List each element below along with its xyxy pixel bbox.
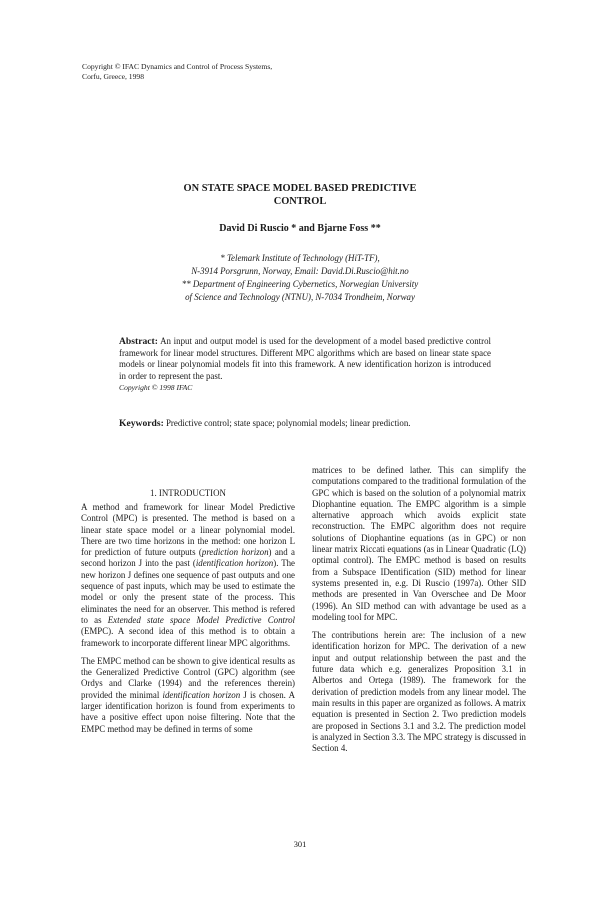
page-number: 301 bbox=[293, 840, 307, 849]
section-heading: 1. INTRODUCTION bbox=[150, 488, 226, 498]
keywords-text: Predictive control; state space; polynomial models; linear prediction. bbox=[165, 418, 411, 428]
right-column bbox=[312, 465, 526, 761]
title-line-1: ON STATE SPACE MODEL BASED PREDICTIVE bbox=[183, 183, 417, 194]
intro-p1-em-empc: Extended state space Model Predictive Control bbox=[107, 614, 295, 625]
intro-p1-text-b: ) and a second horizon J into the past ( bbox=[81, 547, 295, 569]
intro-p1-text-d: (EMPC). A second idea of this method is to obtain a framework to incorporate different linear MPC algorithms. bbox=[81, 626, 295, 648]
intro-p2-text-b: J is chosen. A larger identification horizon is found from experiments to have a positive effect upon noise filtering. Note that the EMPC method may be defined in terms of some bbox=[81, 689, 295, 734]
copyright-notice bbox=[82, 62, 382, 82]
left-column bbox=[81, 465, 295, 742]
affiliations bbox=[0, 252, 600, 304]
intro-p1-text-a: A method and framework for linear Model Predictive Control (MPC) is presented. The method is based on a linear state space model or a linear polynomial model. There are two time horizons in the method: one horizon L for prediction of future outputs ( bbox=[81, 502, 295, 558]
copyright-line-1: Copyright © IFAC Dynamics and Control of Process Systems, bbox=[82, 62, 273, 71]
abstract bbox=[119, 336, 491, 394]
intro-p1-em-identification-horizon: identification horizon bbox=[195, 558, 274, 569]
intro-paragraph-2 bbox=[81, 656, 295, 735]
paper-title bbox=[0, 182, 600, 208]
affiliation-line-2: N-3914 Porsgrunn, Norway, Email: David.Di.Ruscio@hit.no bbox=[191, 266, 409, 276]
affiliation-line-3: ** Department of Engineering Cybernetics, Norwegian University bbox=[181, 279, 419, 289]
intro-p2-text-a: The EMPC method can be shown to give identical results as the Generalized Predictive Control (GPC) algorithm (see Ordys and Clarke (1994) and the references therein) provided the minimal bbox=[81, 655, 295, 700]
author-list: David Di Ruscio * and Bjarne Foss ** bbox=[219, 223, 381, 234]
abstract-copyright: Copyright © 1998 IFAC bbox=[119, 383, 193, 393]
right-paragraph-2: The contributions herein are: The inclusion of a new identification horizon for MPC. The derivation of a new input and output relationship between the past and the future data which e.g. generalizes Proposition 3.1 in Albertos and Ortega (1989). The framework for the derivation of prediction models from any linear model. The main results in this paper are organized as follows. A matrix equation is presented in Section 2. Two prediction models are proposed in Sections 3.1 and 3.2. The prediction model is analyzed in Section 3.3. The MPC strategy is discussed in Section 4. bbox=[312, 630, 526, 754]
affiliation-line-1: * Telemark Institute of Technology (HiT-TF), bbox=[220, 253, 380, 263]
intro-p2-em-identification-horizon: identification horizon bbox=[162, 689, 241, 700]
intro-p1-text-c: ). The new horizon J defines one sequence of past outputs and one sequence of past inputs, which may be used to estimate the model or only the present state of the process. This eliminates the need for an observer. This method is refered to as bbox=[81, 558, 295, 625]
right-paragraph-1: matrices to be defined lather. This can simplify the computations compared to the traditional formulation of the GPC which is based on the solution of a polynomial matrix Diophantine equation. The EMPC algorithm is a simple alternative approach which avoids explicit state reconstruction. The EMPC algorithm does not require solutions of Diophantine equations (as in GPC) or non linear matrix Riccati equations (as in Linear Quadratic (LQ) optimal control). The EMPC method is based on results from a Subspace IDentification (SID) method for linear systems presented in, e.g. Di Ruscio (1997a). Other SID methods are presented in Van Overschee and De Moor (1996). An SID method can with advantage be used as a modeling tool for MPC. bbox=[312, 465, 526, 622]
affiliation-line-4: of Science and Technology (NTNU), N-7034 Trondheim, Norway bbox=[185, 292, 415, 302]
abstract-label: Abstract: bbox=[119, 336, 158, 347]
intro-paragraph-1 bbox=[81, 502, 295, 649]
intro-p1-em-prediction-horizon: prediction horizon bbox=[201, 547, 269, 558]
abstract-text: An input and output model is used for the development of a model based predictive control framework for linear model structures. Different MPC algorithms which are based on linear state space models or linear polynomial models fit into this framework. A new identification horizon is introduced in order to represent the past. bbox=[119, 336, 491, 381]
copyright-line-2: Corfu, Greece, 1998 bbox=[82, 72, 144, 81]
title-line-2: CONTROL bbox=[273, 196, 327, 207]
keywords-label: Keywords: bbox=[119, 418, 164, 429]
keywords bbox=[119, 418, 491, 429]
